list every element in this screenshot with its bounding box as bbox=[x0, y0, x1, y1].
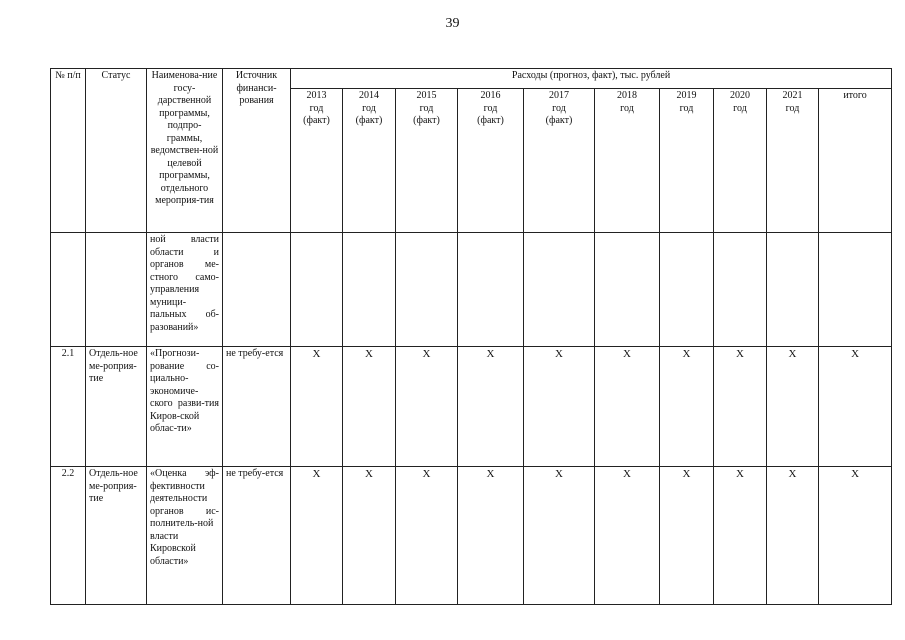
page-number: 39 bbox=[445, 16, 460, 31]
header-name: Наименова-ние госу-дарственной программы, подпро-граммы, ведомствен-ной целевой программы, отдельного мероприя-тия bbox=[147, 69, 223, 233]
value-cell-2017: X bbox=[524, 347, 595, 467]
header-expenses: Расходы (прогноз, факт), тыс. рублей bbox=[291, 69, 892, 89]
row-name: «Оценка эф-фективности деятельности органов ис-полнитель-ной власти Кировской области» bbox=[147, 467, 223, 605]
header-year-2014: 2014 год (факт) bbox=[343, 89, 396, 233]
value-cell-total: X bbox=[819, 347, 892, 467]
header-total: итого bbox=[819, 89, 892, 233]
header-year-2013: 2013 год (факт) bbox=[291, 89, 343, 233]
header-year-2016: 2016 год (факт) bbox=[458, 89, 524, 233]
table-row-2-2 bbox=[51, 467, 892, 605]
continuation-row bbox=[51, 233, 892, 347]
value-cell-2016: X bbox=[458, 467, 524, 605]
header-row-1 bbox=[51, 69, 892, 89]
table-row-2-1 bbox=[51, 347, 892, 467]
row-num: 2.1 bbox=[51, 347, 86, 467]
row-num: 2.2 bbox=[51, 467, 86, 605]
value-cell-2018: X bbox=[595, 347, 660, 467]
row-source: не требу-ется bbox=[223, 347, 291, 467]
header-year-2021: 2021 год bbox=[767, 89, 819, 233]
row-status: Отдель-ное ме-роприя-тие bbox=[86, 347, 147, 467]
continuation-name: ной власти области и органов ме-стного само-управления муници-пальных об-разований» bbox=[147, 233, 223, 347]
header-year-2017: 2017 год (факт) bbox=[524, 89, 595, 233]
row-status: Отдель-ное ме-роприя-тие bbox=[86, 467, 147, 605]
header-status bbox=[86, 69, 147, 233]
value-cell-2016: X bbox=[458, 347, 524, 467]
value-cell-2015: X bbox=[396, 347, 458, 467]
value-cell-2013: X bbox=[291, 467, 343, 605]
header-year-2020: 2020 год bbox=[714, 89, 767, 233]
value-cell-2020: X bbox=[714, 467, 767, 605]
row-source: не требу-ется bbox=[223, 467, 291, 605]
value-cell-2014: X bbox=[343, 347, 396, 467]
header-source: Источник финанси-рования bbox=[223, 69, 291, 233]
header-year-2018: 2018 год bbox=[595, 89, 660, 233]
header-status-label: Статус bbox=[101, 70, 131, 81]
value-cell-2021: X bbox=[767, 467, 819, 605]
value-cell-2019: X bbox=[660, 347, 714, 467]
value-cell-2013: X bbox=[291, 347, 343, 467]
header-year-2015: 2015 год (факт) bbox=[396, 89, 458, 233]
value-cell-2015: X bbox=[396, 467, 458, 605]
header-num: № п/п bbox=[51, 69, 86, 233]
value-cell-2018: X bbox=[595, 467, 660, 605]
value-cell-total: X bbox=[819, 467, 892, 605]
budget-table bbox=[50, 68, 892, 605]
value-cell-2019: X bbox=[660, 467, 714, 605]
value-cell-2017: X bbox=[524, 467, 595, 605]
continuation-source bbox=[223, 233, 291, 347]
value-cell-2021: X bbox=[767, 347, 819, 467]
value-cell-2014: X bbox=[343, 467, 396, 605]
row-name: «Прогнози-рование со-циально-экономиче-ского разви-тия Киров-ской облас-ти» bbox=[147, 347, 223, 467]
continuation-status bbox=[86, 233, 147, 347]
value-cell-2020: X bbox=[714, 347, 767, 467]
continuation-num bbox=[51, 233, 86, 347]
header-year-2019: 2019 год bbox=[660, 89, 714, 233]
